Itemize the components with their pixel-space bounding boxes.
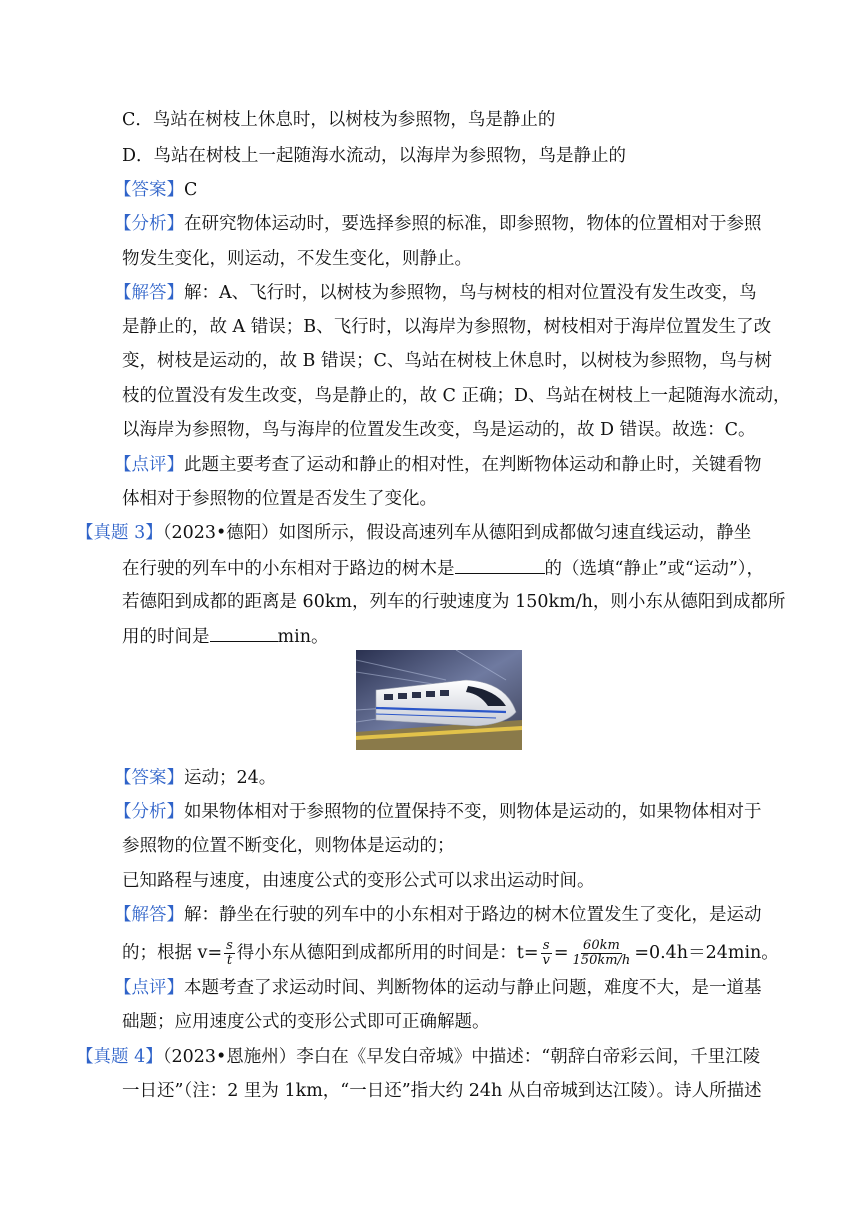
comment-line-1 <box>114 452 762 478</box>
analysis-line-2: 物发生变化，则运动，不发生变化，则静止。 <box>122 249 472 269</box>
question-4-line-1 <box>76 1044 760 1070</box>
solution-tag: 【解答】 <box>114 283 184 303</box>
solution-text: = <box>553 943 569 963</box>
q3-comment-line-2: 础题；应用速度公式的变形公式即可正确解题。 <box>122 1012 490 1032</box>
answer-blank-1[interactable] <box>455 555 545 574</box>
comment-line-2: 体相对于参照物的位置是否发生了变化。 <box>122 489 437 509</box>
question-3-line-1 <box>76 520 751 546</box>
comment-tag: 【点评】 <box>114 455 184 475</box>
question-3-line-3: 若德阳到成都的距离是 60km，列车的行驶速度为 150km/h，则小东从德阳到成都所 <box>122 592 786 612</box>
q3-comment-line-1 <box>114 975 762 1001</box>
analysis-text: 在研究物体运动时，要选择参照的标准，即参照物，物体的位置相对于参照 <box>184 214 762 234</box>
answer-blank-2[interactable] <box>210 623 278 642</box>
question-4-stem: （2023•恩施州）李白在《早发白帝城》中描述：“朝辞白帝彩云间，千里江陵 <box>162 1047 761 1067</box>
question-3-tag: 【真题 3】 <box>76 523 163 543</box>
q3-solution-line-1 <box>114 902 762 928</box>
answer-text: C <box>184 180 198 200</box>
question-3-line-4 <box>122 623 328 649</box>
formula-fraction <box>571 939 633 968</box>
high-speed-train-illustration <box>356 650 522 750</box>
q3-analysis-line-2: 参照物的位置不断变化，则物体是运动的； <box>122 836 455 856</box>
stem-text: 在行驶的列车中的小东相对于路边的树木是 <box>122 559 455 579</box>
fraction-numerator: s <box>226 938 233 953</box>
question-4-tag: 【真题 4】 <box>76 1047 163 1067</box>
option-c: C．鸟站在树枝上休息时，以树枝为参照物，鸟是静止的 <box>122 110 556 130</box>
q3-solution-line-2 <box>122 936 779 970</box>
q3-analysis-line-3: 已知路程与速度，由速度公式的变形公式可以求出运动时间。 <box>122 871 595 891</box>
fraction-denominator: t <box>226 953 233 968</box>
stem-text: 用的时间是 <box>122 627 210 647</box>
fraction-denominator: v <box>542 953 550 968</box>
analysis-line-1 <box>114 211 762 237</box>
comment-text: 此题主要考查了运动和静止的相对性，在判断物体运动和静止时，关键看物 <box>184 455 762 475</box>
solution-line-3: 变，树枝是运动的，故 B 错误；C、鸟站在树枝上休息时，以树枝为参照物，鸟与树 <box>122 351 772 371</box>
fraction-numerator: s <box>542 938 550 953</box>
solution-text: 的；根据 v= <box>122 943 223 963</box>
comment-tag: 【点评】 <box>114 978 184 998</box>
option-d: D．鸟站在树枝上一起随海水流动，以海岸为参照物，鸟是静止的 <box>122 146 627 166</box>
answer-tag: 【答案】 <box>114 768 184 788</box>
analysis-tag: 【分析】 <box>114 214 184 234</box>
answer-row <box>114 177 197 203</box>
solution-tag: 【解答】 <box>114 905 184 925</box>
analysis-text: 如果物体相对于参照物的位置保持不变，则物体是运动的，如果物体相对于 <box>184 802 762 822</box>
solution-text: 解：静坐在行驶的列车中的小东相对于路边的树木位置发生了变化，是运动 <box>184 905 762 925</box>
solution-line-5: 以海岸为参照物，鸟与海岸的位置发生改变，鸟是运动的，故 D 错误。故选：C。 <box>122 420 756 440</box>
question-4-line-2: 一日还”（注：2 里为 1km，“一日还”指大约 24h 从白帝城到达江陵）。诗人所描述 <box>122 1081 762 1101</box>
solution-line-1 <box>114 280 757 306</box>
solution-text: 解：A、飞行时，以树枝为参照物，鸟与树枝的相对位置没有发生改变，鸟 <box>184 283 757 303</box>
formula-fraction <box>541 939 552 968</box>
formula-fraction <box>224 939 235 968</box>
stem-text: 的（选填“静止”或“运动”）， <box>544 559 765 579</box>
fraction-numerator: 60km <box>583 938 620 953</box>
q3-analysis-line-1 <box>114 799 762 825</box>
stem-text: min。 <box>277 627 329 647</box>
answer-tag: 【答案】 <box>114 180 184 200</box>
answer-text: 运动；24。 <box>184 768 277 788</box>
solution-text: =0.4h＝24min。 <box>634 943 779 963</box>
solution-text: 得小东从德阳到成都所用的时间是：t= <box>236 943 539 963</box>
q3-answer-row <box>114 765 276 791</box>
solution-line-4: 枝的位置没有发生改变，鸟是静止的，故 C 正确；D、鸟站在树枝上一起随海水流动， <box>122 386 791 406</box>
comment-text: 本题考查了求运动时间、判断物体的运动与静止问题，难度不大，是一道基 <box>184 978 762 998</box>
analysis-tag: 【分析】 <box>114 802 184 822</box>
train-image <box>356 650 522 750</box>
question-3-stem: （2023•德阳）如图所示，假设高速列车从德阳到成都做匀速直线运动，静坐 <box>162 523 752 543</box>
question-3-line-2 <box>122 555 764 581</box>
solution-line-2: 是静止的，故 A 错误；B、飞行时，以海岸为参照物，树枝相对于海岸位置发生了改 <box>122 317 772 337</box>
fraction-denominator: 150km/h <box>572 953 631 968</box>
